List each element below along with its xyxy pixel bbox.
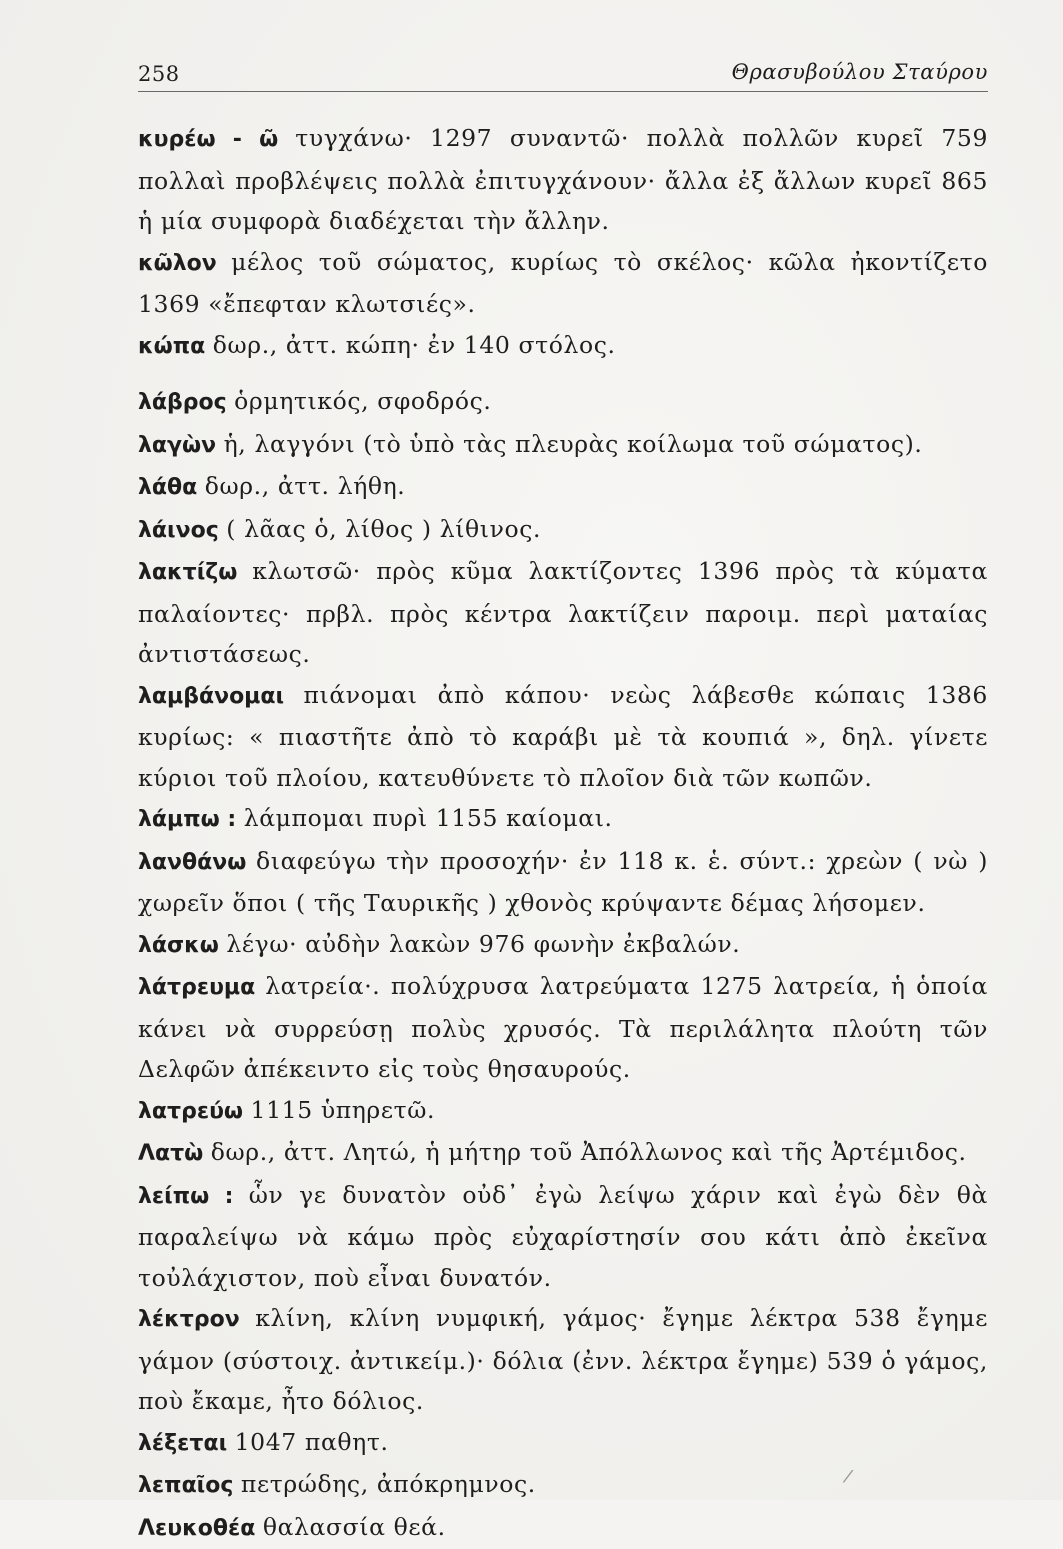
definition: πιάνομαι ἀπὸ κάπου· νεὼς λάβεσθε κώπαις 1386 κυρίως: « πιαστῆτε ἀπὸ τὸ καράβι μὲ τὰ κουπιά », δηλ. γίνετε κύριοι τοῦ πλοίου, κατευθύνετε τὸ πλοῖον διὰ τῶν κωπῶν.	[138, 681, 988, 792]
definition: ἡ, λαγγόνι (τὸ ὑπὸ τὰς πλευρὰς κοίλωμα τοῦ σώματος).	[224, 430, 923, 458]
entry-lektron	[138, 1298, 988, 1422]
headword: λακτίζω	[138, 560, 237, 585]
entry-latrevma	[138, 966, 988, 1090]
headword: λατρεύω	[138, 1099, 243, 1124]
entry-kyreo	[138, 118, 988, 242]
entry-lato	[138, 1132, 988, 1175]
definition: κλωτσῶ· πρὸς κῦμα λακτίζοντες 1396 πρὸς τὰ κύματα παλαίοντες· πρβλ. πρὸς κέντρα λακτίζειν παροιμ. περὶ ματαίας ἀντιστάσεως.	[138, 557, 988, 668]
entry-leukothea	[138, 1507, 988, 1549]
entry-leipo	[138, 1175, 988, 1299]
entry-latrevo	[138, 1090, 988, 1133]
definition: μέλος τοῦ σώματος, κυρίως τὸ σκέλος· κῶλα ἠκοντίζετο 1369 «ἔπεφταν κλωτσιές».	[138, 248, 988, 319]
definition: λάμπομαι πυρὶ 1155 καίομαι.	[244, 804, 613, 832]
headword: λαγὼν	[138, 433, 216, 458]
headword: λαμβάνομαι	[138, 684, 284, 709]
headword: λεπαῖος	[138, 1473, 233, 1498]
page-header	[138, 56, 988, 92]
entry-latha	[138, 466, 988, 509]
definition: 1115 ὑπηρετῶ.	[251, 1096, 436, 1124]
page-number: 258	[138, 62, 180, 86]
entry-lagon	[138, 424, 988, 467]
definition: δωρ., ἀττ. λήθη.	[205, 472, 406, 500]
headword: κυρέω - ῶ	[138, 127, 278, 152]
definition: δωρ., ἀττ. κώπη· ἐν 140 στόλος.	[213, 331, 616, 359]
definition: ὁρμητικός, σφοδρός.	[234, 387, 491, 415]
entry-lanthano	[138, 841, 988, 924]
entry-kolon	[138, 242, 988, 325]
entry-lepaios	[138, 1464, 988, 1507]
entry-lexetai	[138, 1422, 988, 1465]
definition: 1047 παθητ.	[235, 1428, 389, 1456]
headword: Λατὼ	[138, 1141, 203, 1166]
headword: λάθα	[138, 475, 197, 500]
headword: λέκτρον	[138, 1307, 240, 1332]
definition: κλίνη, κλίνη νυμφική, γάμος· ἔγημε λέκτρα 538 ἔγημε γάμον (σύστοιχ. ἀντικείμ.)· δόλια (ἐνν. λέκτρα ἔγημε) 539 ὁ γάμος, ποὺ ἔκαμε, ἦτο δόλιος.	[138, 1304, 988, 1415]
entry-lainos	[138, 509, 988, 552]
headword: λέξεται	[138, 1431, 227, 1456]
running-title: Θρασυβούλου Σταύρου	[732, 60, 988, 84]
stray-mark-icon: /	[842, 1466, 855, 1488]
definition: ( λᾶας ὁ, λίθος ) λίθινος.	[226, 515, 541, 543]
entry-laktizo	[138, 551, 988, 675]
entry-lampo	[138, 798, 988, 841]
definition: λέγω· αὐδὴν λακὼν 976 φωνὴν ἐκβαλών.	[226, 930, 740, 958]
definition: ὧν γε δυνατὸν οὐδ᾿ ἐγὼ λείψω χάριν καὶ ἐγὼ δὲν θὰ παραλείψω νὰ κάμω πρὸς εὐχαρίστησίν σου κάτι ἀπὸ ἐκεῖνα τοὐλάχιστον, ποὺ εἶναι δυνατόν.	[138, 1181, 988, 1292]
entry-kopa	[138, 325, 988, 368]
headword: λάβρος	[138, 390, 227, 415]
definition: δωρ., ἀττ. Λητώ, ἡ μήτηρ τοῦ Ἀπόλλωνος καὶ τῆς Ἀρτέμιδος.	[211, 1138, 967, 1166]
headword: λανθάνω	[138, 850, 246, 875]
definition: λατρεία·. πολύχρυσα λατρεύματα 1275 λατρεία, ἡ ὁποία κάνει νὰ συρρεύσῃ πολὺς χρυσός. Τὰ περιλάλητα πλούτη τῶν Δελφῶν ἀπέκειντο εἰς τοὺς θησαυρούς.	[138, 972, 988, 1083]
entry-lamvanomai	[138, 675, 988, 799]
header-rule	[138, 91, 988, 92]
definition: διαφεύγω τὴν προσοχήν· ἐν 118 κ. ἑ. σύντ.: χρεὼν ( νὼ ) χωρεῖν ὅποι ( τῆς Ταυρικῆς ) χθονὸς κρύψαντε δέμας λήσομεν.	[138, 847, 988, 918]
headword: κῶλον	[138, 251, 217, 276]
definition: πετρώδης, ἀπόκρημνος.	[241, 1470, 536, 1498]
headword: Λευκοθέα	[138, 1516, 255, 1541]
headword: λάινος	[138, 518, 219, 543]
entry-lasko	[138, 924, 988, 967]
headword: λάσκω	[138, 933, 219, 958]
headword: κώπα	[138, 334, 205, 359]
definition: θαλασσία θεά.	[263, 1513, 446, 1541]
glossary-body	[138, 118, 988, 1549]
definition: τυγχάνω· 1297 συναντῶ· πολλὰ πολλῶν κυρεῖ 759 πολλαὶ προβλέψεις πολλὰ ἐπιτυγχάνουν· ἄλλα ἐξ ἄλλων κυρεῖ 865 ἡ μία συμφορὰ διαδέχεται τὴν ἄλλην.	[138, 124, 988, 235]
headword: λάτρευμα	[138, 975, 255, 1000]
headword: λείπω :	[138, 1184, 233, 1209]
entry-lavros	[138, 381, 988, 424]
headword: λάμπω :	[138, 807, 236, 832]
